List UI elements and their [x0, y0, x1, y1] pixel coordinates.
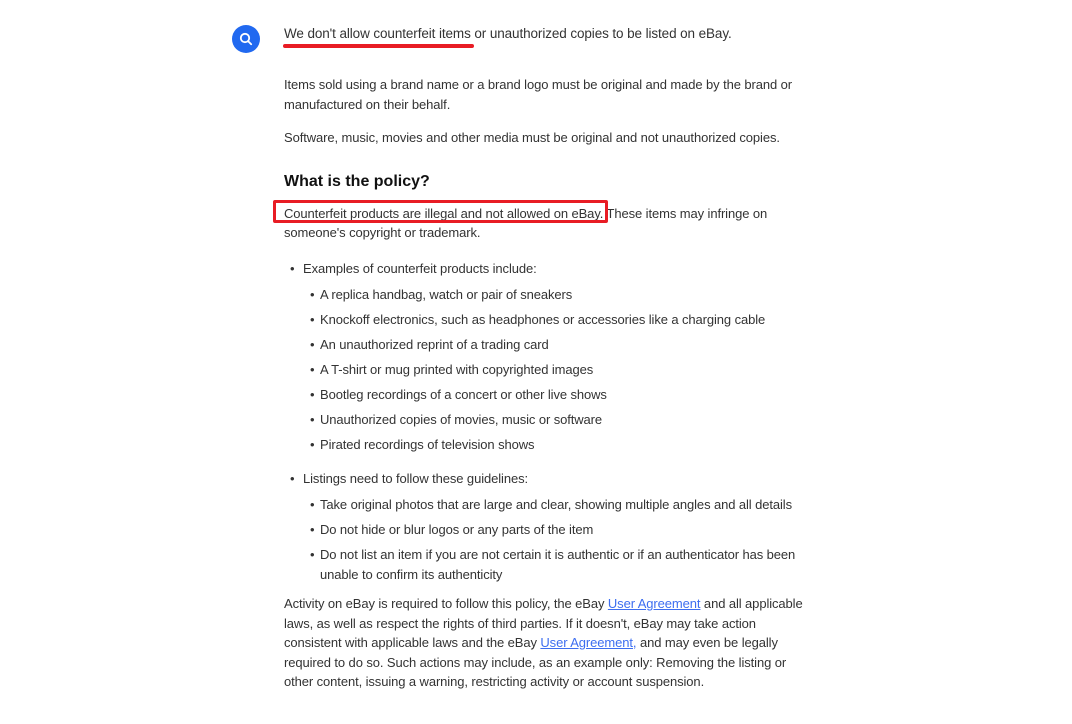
enforcement-paragraph [284, 594, 816, 692]
list-item: • Bootleg recordings of a concert or other live shows [303, 385, 816, 405]
summary-highlighted-text: We don't allow counterfeit items [284, 26, 471, 41]
intro-paragraph-1: Items sold using a brand name or a brand logo must be original and made by the brand or manufactured on their behalf. [284, 77, 792, 112]
list-item: • An unauthorized reprint of a trading card [303, 335, 816, 355]
boxed-policy-sentence: Counterfeit products are illegal and not allowed on eBay. [284, 205, 604, 221]
list-item: • A T-shirt or mug printed with copyrighted images [303, 360, 816, 380]
search-icon [238, 31, 254, 47]
examples-list-label: Examples of counterfeit products include: [303, 260, 537, 276]
policy-summary [284, 24, 816, 44]
search-icon-badge [232, 25, 260, 53]
intro-paragraph-2: Software, music, movies and other media must be original and not unauthorized copies. [284, 130, 780, 145]
guidelines-list-label: Listings need to follow these guidelines: [303, 470, 528, 486]
policy-content [284, 24, 816, 692]
policy-lists [284, 259, 816, 585]
list-item: • A replica handbag, watch or pair of sneakers [303, 285, 816, 305]
user-agreement-link-1[interactable]: User Agreement [607, 596, 701, 611]
guidelines-sub-list [303, 495, 816, 584]
list-item-examples [284, 259, 816, 455]
list-item: • Unauthorized copies of movies, music or software [303, 410, 816, 430]
list-item: • Do not list an item if you are not certain it is authentic or if an authenticator has been unable to confirm its authenticity [303, 545, 816, 584]
enforcement-text-3: and may even be legally required to do so. Such actions may include, as an example only: Removing the listing or other content, issuing a warning, restricting activity or account suspension. [284, 635, 787, 689]
list-item-guidelines [284, 469, 816, 585]
list-item: • Knockoff electronics, such as headphones or accessories like a charging cable [303, 310, 816, 330]
list-item: • Take original photos that are large and clear, showing multiple angles and all details [303, 495, 816, 515]
examples-sub-list [303, 285, 816, 455]
summary-rest-text: or unauthorized copies to be listed on eBay. [470, 26, 732, 41]
enforcement-text-2: and all applicable laws, as well as respect the rights of third parties. If it doesn't, eBay may take action consistent with applicable laws and the eBay [284, 596, 803, 650]
section-heading: What is the policy? [284, 172, 430, 190]
policy-statement [284, 204, 816, 243]
policy-statement-rest: These items may infringe on someone's copyright or trademark. [284, 205, 768, 240]
enforcement-text-1: Activity on eBay is required to follow this policy, the eBay [284, 596, 608, 611]
list-item: • Pirated recordings of television shows [303, 435, 816, 455]
list-item: • Do not hide or blur logos or any parts of the item [303, 520, 816, 540]
user-agreement-link-2[interactable]: User Agreement, [540, 635, 637, 650]
